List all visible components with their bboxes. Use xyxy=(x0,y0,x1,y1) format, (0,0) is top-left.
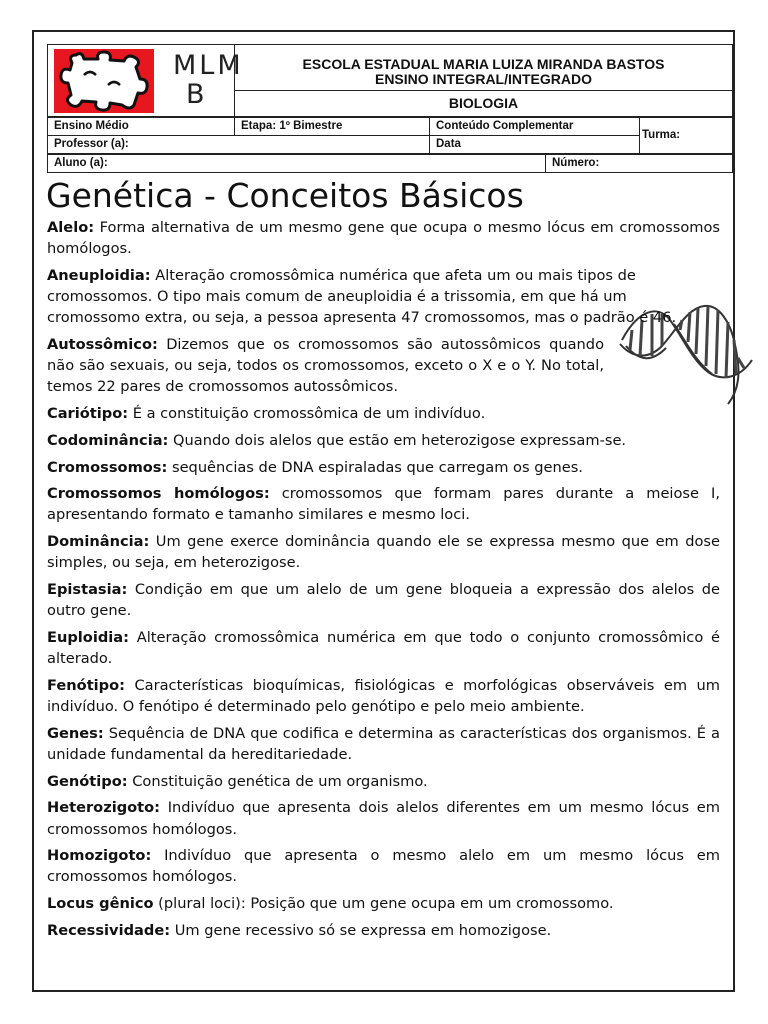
header-row-3 xyxy=(47,154,733,173)
term-definition: Alteração cromossômica numérica que afeta um ou mais tipos de cromossomos. O tipo mais comum de aneuploidia é a trissomia, em que há um cromossomo extra, ou seja, a pessoa apresenta 47 cromossomos, mas o padrão é 46. xyxy=(47,266,677,327)
number-field: Número: xyxy=(545,154,733,173)
school-cell xyxy=(234,44,733,91)
term-definition: É a constituição cromossômica de um indivíduo. xyxy=(128,405,486,423)
term-definition: Características bioquímicas, fisiológicas e morfológicas observáveis em um indivíduo. O fenótipo é determinado pelo genótipo e pelo meio ambiente. xyxy=(47,676,720,716)
glossary xyxy=(47,217,720,947)
term-label: Homozigoto: xyxy=(47,847,152,865)
term-label: Recessividade: xyxy=(47,921,171,939)
glossary-entry-codominancia xyxy=(47,430,720,451)
glossary-entry-genotipo xyxy=(47,771,720,792)
header-row-1 xyxy=(47,117,733,136)
glossary-entry-alelo xyxy=(47,217,720,259)
logo-text-line-2: B xyxy=(186,79,208,110)
term-definition: Quando dois alelos que estão em heterozigose expressam-se. xyxy=(168,431,627,449)
term-label: Alelo: xyxy=(47,219,95,236)
term-definition: (plural loci): Posição que um gene ocupa em um cromossomo. xyxy=(153,895,614,913)
term-definition: Condição em que um alelo de um gene bloqueia a expressão dos alelos de outro gene. xyxy=(47,581,720,620)
content-type-cell: Conteúdo Complementar xyxy=(429,117,640,136)
term-label: Cromossomos: xyxy=(47,458,168,476)
header-row-2 xyxy=(47,135,733,154)
document-header xyxy=(47,44,733,173)
glossary-entry-recessividade xyxy=(47,920,720,941)
teacher-field: Professor (a): xyxy=(47,135,430,154)
term-label: Autossômico: xyxy=(47,336,158,354)
student-field: Aluno (a): xyxy=(47,154,546,173)
class-cell: Turma: xyxy=(639,117,733,154)
stage-cell: Etapa: 1º Bimestre xyxy=(234,117,430,136)
term-label: Cariótipo: xyxy=(47,405,129,423)
term-definition: Sequência de DNA que codifica e determina as características dos organismos. É a unidade fundamental da hereditariedade. xyxy=(47,724,720,763)
term-label: Genes: xyxy=(47,724,104,742)
glossary-entry-cromossomos-homologos xyxy=(47,483,720,525)
logo-cell xyxy=(47,44,244,117)
term-label: Euploidia: xyxy=(47,628,129,646)
term-label: Fenótipo: xyxy=(47,676,125,694)
school-name: ESCOLA ESTADUAL MARIA LUIZA MIRANDA BASTOS xyxy=(302,56,665,72)
term-label: Aneuploidia: xyxy=(47,266,151,284)
glossary-entry-fenotipo xyxy=(47,675,720,717)
glossary-entry-aneuploidia xyxy=(47,265,720,329)
glossary-entry-homozigoto xyxy=(47,845,720,887)
glossary-entry-cariotipo xyxy=(47,403,720,424)
glossary-entry-dominancia xyxy=(47,531,720,573)
term-label: Cromossomos homólogos: xyxy=(47,485,270,503)
term-definition: Indivíduo que apresenta o mesmo alelo em um mesmo lócus em cromossomos homólogos. xyxy=(47,847,720,886)
term-label: Dominância: xyxy=(47,533,150,551)
logo-text-line-1: MLM xyxy=(173,50,244,81)
glossary-entry-autossomico xyxy=(47,334,604,398)
term-definition: Dizemos que os cromossomos são autossômicos quando não são sexuais, ou seja, todos os cromossomos, exceto o X e o Y. No total, temos 22 pares de cromossomos autossômicos. xyxy=(47,336,604,396)
school-program: ENSINO INTEGRAL/INTEGRADO xyxy=(374,71,592,87)
glossary-entry-locus-genico xyxy=(47,893,720,914)
glossary-entry-heterozigoto xyxy=(47,797,720,839)
subject-cell: BIOLOGIA xyxy=(234,90,733,117)
glossary-entry-cromossomos xyxy=(47,457,720,478)
term-definition: Indivíduo que apresenta dois alelos diferentes em um mesmo lócus em cromossomos homólogos. xyxy=(47,799,720,838)
glossary-entry-euploidia xyxy=(47,627,720,669)
term-definition: Um gene recessivo só se expressa em homozigose. xyxy=(170,921,552,939)
term-label: Codominância: xyxy=(47,431,169,449)
date-field: Data xyxy=(429,135,640,154)
term-definition: cromossomos que formam pares durante a meiose I, apresentando formato e tamanho similares e mesmo loci. xyxy=(47,485,720,524)
page-title: Genética - Conceitos Básicos xyxy=(46,176,524,215)
term-label: Locus gênico xyxy=(47,895,154,913)
term-label: Genótipo: xyxy=(47,772,128,790)
term-definition: Alteração cromossômica numérica em que todo o conjunto cromossômico é alterado. xyxy=(47,628,720,668)
term-definition: Forma alternativa de um mesmo gene que ocupa o mesmo lócus em cromossomos homólogos. xyxy=(47,219,720,258)
puzzle-piece-logo xyxy=(54,49,154,113)
term-label: Heterozigoto: xyxy=(47,799,161,817)
glossary-entry-epistasia xyxy=(47,579,720,621)
term-definition: sequências de DNA espiraladas que carregam os genes. xyxy=(167,458,583,476)
level-cell: Ensino Médio xyxy=(47,117,235,136)
term-definition: Um gene exerce dominância quando ele se expressa mesmo que em dose simples, ou seja, em heterozigose. xyxy=(47,533,720,572)
term-definition: Constituição genética de um organismo. xyxy=(127,772,428,790)
glossary-entry-genes xyxy=(47,723,720,765)
term-label: Epistasia: xyxy=(47,581,128,599)
